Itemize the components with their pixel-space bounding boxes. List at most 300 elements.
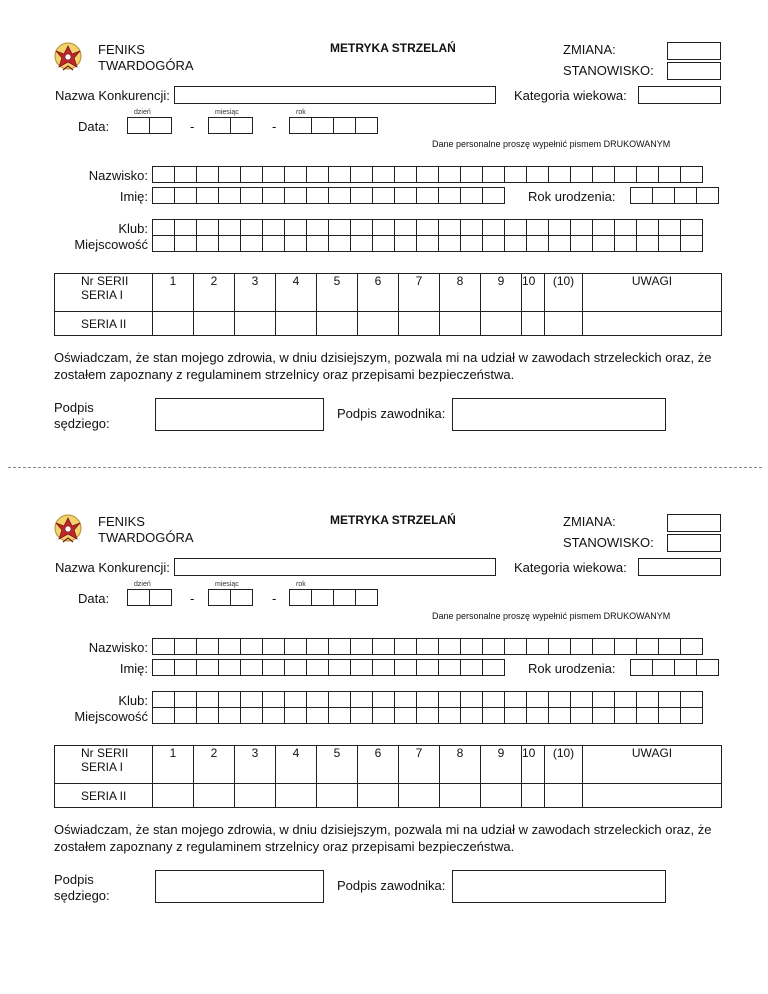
letter-cell[interactable] xyxy=(196,235,219,252)
station-field[interactable] xyxy=(667,62,721,80)
letter-cell[interactable] xyxy=(482,219,505,236)
letter-cell[interactable] xyxy=(240,187,263,204)
letter-cell[interactable] xyxy=(526,166,549,183)
remarks-header: UWAGI xyxy=(583,274,722,312)
surname-cells[interactable] xyxy=(152,638,703,655)
letter-cell[interactable] xyxy=(284,638,307,655)
letter-cell[interactable] xyxy=(328,166,351,183)
letter-cell[interactable] xyxy=(152,691,175,708)
letter-cell[interactable] xyxy=(504,166,527,183)
station-label: STANOWISKO: xyxy=(563,535,654,550)
letter-cell[interactable] xyxy=(174,187,197,204)
surname-label: Nazwisko: xyxy=(88,640,148,655)
letter-cell[interactable] xyxy=(460,219,483,236)
score-cell[interactable] xyxy=(481,312,522,336)
letter-cell[interactable] xyxy=(350,691,373,708)
letter-cell[interactable] xyxy=(174,166,197,183)
letter-cell[interactable] xyxy=(460,638,483,655)
score-cell[interactable] xyxy=(235,312,276,336)
age-category-field[interactable] xyxy=(638,86,721,104)
letter-cell[interactable] xyxy=(696,187,719,204)
letter-cell[interactable] xyxy=(416,691,439,708)
letter-cell[interactable] xyxy=(196,707,219,724)
letter-cell[interactable] xyxy=(152,638,175,655)
letter-cell[interactable] xyxy=(592,638,615,655)
city-cells[interactable] xyxy=(152,235,703,252)
letter-cell[interactable] xyxy=(592,707,615,724)
judge-signature-label: sędziego: xyxy=(54,888,110,903)
letter-cell[interactable] xyxy=(482,638,505,655)
table-row xyxy=(55,746,722,784)
letter-cell[interactable] xyxy=(482,691,505,708)
letter-cell[interactable] xyxy=(196,638,219,655)
letter-cell[interactable] xyxy=(350,166,373,183)
city-label: Miejscowość xyxy=(74,237,148,252)
shift-field[interactable] xyxy=(667,42,721,60)
letter-cell[interactable] xyxy=(262,187,285,204)
shift-field[interactable] xyxy=(667,514,721,532)
letter-cell[interactable] xyxy=(438,187,461,204)
letter-cell[interactable] xyxy=(328,187,351,204)
score-cell[interactable] xyxy=(522,312,545,336)
letter-cell[interactable] xyxy=(504,707,527,724)
series-header-cell xyxy=(55,746,153,784)
letter-cell[interactable] xyxy=(328,707,351,724)
score-cell[interactable] xyxy=(545,312,583,336)
shot-number-header: 9 xyxy=(481,274,522,312)
letter-cell[interactable] xyxy=(636,235,659,252)
letter-cell[interactable] xyxy=(614,235,637,252)
letter-cell[interactable] xyxy=(306,235,329,252)
print-instruction: Dane personalne proszę wypełnić pismem DRUKOWANYM xyxy=(432,611,671,621)
score-cell[interactable] xyxy=(276,312,317,336)
letter-cell[interactable] xyxy=(416,638,439,655)
letter-cell[interactable] xyxy=(284,707,307,724)
score-cell[interactable] xyxy=(194,784,235,808)
letter-cell[interactable] xyxy=(262,166,285,183)
score-cell[interactable] xyxy=(399,784,440,808)
letter-cell[interactable] xyxy=(630,187,653,204)
letter-cell[interactable] xyxy=(658,235,681,252)
letter-cell[interactable] xyxy=(240,219,263,236)
birth-year-cells[interactable] xyxy=(630,187,719,204)
score-cell[interactable] xyxy=(317,312,358,336)
letter-cell[interactable] xyxy=(570,219,593,236)
shift-label: ZMIANA: xyxy=(563,42,616,57)
letter-cell[interactable] xyxy=(526,691,549,708)
series-2-label: SERIA II xyxy=(55,784,153,808)
letter-cell[interactable] xyxy=(504,691,527,708)
letter-cell[interactable] xyxy=(328,638,351,655)
shot-number-header: 7 xyxy=(399,746,440,784)
score-cell[interactable] xyxy=(481,784,522,808)
station-field[interactable] xyxy=(667,534,721,552)
letter-cell[interactable] xyxy=(636,707,659,724)
date-day-cells[interactable] xyxy=(127,117,172,134)
letter-cell[interactable] xyxy=(152,187,175,204)
letter-cell[interactable] xyxy=(240,235,263,252)
letter-cell[interactable] xyxy=(372,219,395,236)
letter-cell[interactable] xyxy=(284,659,307,676)
letter-cell[interactable] xyxy=(438,707,461,724)
letter-cell[interactable] xyxy=(218,187,241,204)
letter-cell[interactable] xyxy=(592,166,615,183)
letter-cell[interactable] xyxy=(504,235,527,252)
shooter-signature-field[interactable] xyxy=(452,870,666,903)
score-cell[interactable] xyxy=(276,784,317,808)
shot-number-header: 3 xyxy=(235,746,276,784)
letter-cell[interactable] xyxy=(350,235,373,252)
letter-cell[interactable] xyxy=(218,691,241,708)
table-row xyxy=(55,312,722,336)
name-cells[interactable] xyxy=(152,187,505,204)
name-cells[interactable] xyxy=(152,659,505,676)
letter-cell[interactable] xyxy=(394,219,417,236)
letter-cell[interactable] xyxy=(504,638,527,655)
letter-cell[interactable] xyxy=(306,166,329,183)
letter-cell[interactable] xyxy=(284,235,307,252)
letter-cell[interactable] xyxy=(284,691,307,708)
score-cell[interactable] xyxy=(440,784,481,808)
letter-cell[interactable] xyxy=(636,691,659,708)
letter-cell[interactable] xyxy=(152,235,175,252)
city-label: Miejscowość xyxy=(74,709,148,724)
score-cell[interactable] xyxy=(317,784,358,808)
shooter-signature-label: Podpis zawodnika: xyxy=(337,878,446,893)
letter-cell[interactable] xyxy=(394,691,417,708)
letter-cell[interactable] xyxy=(438,691,461,708)
letter-cell[interactable] xyxy=(614,691,637,708)
year-label: rok xyxy=(296,581,306,588)
letter-cell[interactable] xyxy=(680,707,703,724)
letter-cell[interactable] xyxy=(438,166,461,183)
letter-cell[interactable] xyxy=(196,219,219,236)
remarks-cell[interactable] xyxy=(583,784,722,808)
surname-label: Nazwisko: xyxy=(88,168,148,183)
letter-cell[interactable] xyxy=(570,638,593,655)
letter-cell[interactable] xyxy=(284,166,307,183)
club-cells[interactable] xyxy=(152,219,703,236)
letter-cell[interactable] xyxy=(394,659,417,676)
city-cells[interactable] xyxy=(152,707,703,724)
date-month-cells[interactable] xyxy=(208,117,253,134)
letter-cell[interactable] xyxy=(328,235,351,252)
date-dash: - xyxy=(272,591,277,606)
letter-cell[interactable] xyxy=(416,707,439,724)
letter-cell[interactable] xyxy=(350,638,373,655)
judge-signature-label: Podpis xyxy=(54,872,94,887)
letter-cell[interactable] xyxy=(614,707,637,724)
score-cell[interactable] xyxy=(358,312,399,336)
series-number-label: Nr SERII xyxy=(81,746,129,760)
letter-cell[interactable] xyxy=(416,659,439,676)
shot-number-header: 4 xyxy=(276,746,317,784)
letter-cell[interactable] xyxy=(218,707,241,724)
letter-cell[interactable] xyxy=(482,707,505,724)
letter-cell[interactable] xyxy=(438,659,461,676)
letter-cell[interactable] xyxy=(262,707,285,724)
letter-cell[interactable] xyxy=(306,659,329,676)
letter-cell[interactable] xyxy=(658,638,681,655)
letter-cell[interactable] xyxy=(592,691,615,708)
org-city: TWARDOGÓRA xyxy=(98,58,194,73)
letter-cell[interactable] xyxy=(218,638,241,655)
letter-cell[interactable] xyxy=(636,219,659,236)
letter-cell[interactable] xyxy=(174,219,197,236)
letter-cell[interactable] xyxy=(284,219,307,236)
letter-cell[interactable] xyxy=(460,691,483,708)
competition-field[interactable] xyxy=(174,86,496,104)
letter-cell[interactable] xyxy=(174,235,197,252)
letter-cell[interactable] xyxy=(570,707,593,724)
month-label: miesiąc xyxy=(215,581,239,588)
letter-cell[interactable] xyxy=(174,691,197,708)
letter-cell[interactable] xyxy=(350,219,373,236)
letter-cell[interactable] xyxy=(218,219,241,236)
score-cell[interactable] xyxy=(194,312,235,336)
letter-cell[interactable] xyxy=(240,638,263,655)
letter-cell[interactable] xyxy=(394,166,417,183)
date-year-cells[interactable] xyxy=(289,117,378,134)
letter-cell[interactable] xyxy=(614,166,637,183)
letter-cell[interactable] xyxy=(674,187,697,204)
letter-cell[interactable] xyxy=(372,166,395,183)
phoenix-emblem-icon xyxy=(53,513,83,545)
letter-cell[interactable] xyxy=(196,691,219,708)
letter-cell[interactable] xyxy=(372,707,395,724)
letter-cell[interactable] xyxy=(614,219,637,236)
letter-cell[interactable] xyxy=(438,219,461,236)
score-cell[interactable] xyxy=(153,312,194,336)
year-label: rok xyxy=(296,109,306,116)
letter-cell[interactable] xyxy=(548,166,571,183)
letter-cell[interactable] xyxy=(570,166,593,183)
org-name: FENIKS xyxy=(98,514,145,529)
letter-cell[interactable] xyxy=(306,691,329,708)
score-cell[interactable] xyxy=(522,784,545,808)
letter-cell[interactable] xyxy=(240,707,263,724)
shot-number-header: (10) xyxy=(545,746,583,784)
date-month-cells[interactable] xyxy=(208,589,253,606)
judge-signature-field[interactable] xyxy=(155,398,324,431)
letter-cell[interactable] xyxy=(614,638,637,655)
score-cell[interactable] xyxy=(545,784,583,808)
letter-cell[interactable] xyxy=(674,659,697,676)
letter-cell[interactable] xyxy=(416,219,439,236)
letter-cell[interactable] xyxy=(350,707,373,724)
birth-year-cells[interactable] xyxy=(630,659,719,676)
age-category-field[interactable] xyxy=(638,558,721,576)
letter-cell[interactable] xyxy=(196,187,219,204)
letter-cell[interactable] xyxy=(152,659,175,676)
page-title: METRYKA STRZELAŃ xyxy=(330,41,456,55)
score-cell[interactable] xyxy=(153,784,194,808)
letter-cell[interactable] xyxy=(328,659,351,676)
letter-cell[interactable] xyxy=(482,166,505,183)
name-label: Imię: xyxy=(119,189,148,204)
letter-cell[interactable] xyxy=(658,166,681,183)
shot-number-header: 6 xyxy=(358,746,399,784)
letter-cell[interactable] xyxy=(460,187,483,204)
letter-cell[interactable] xyxy=(570,235,593,252)
letter-cell[interactable] xyxy=(592,219,615,236)
judge-signature-label: Podpis xyxy=(54,400,94,415)
letter-cell[interactable] xyxy=(652,659,675,676)
score-sheet xyxy=(0,472,768,942)
surname-cells[interactable] xyxy=(152,166,703,183)
shot-number-header: 8 xyxy=(440,746,481,784)
letter-cell[interactable] xyxy=(196,659,219,676)
shot-number-header: 6 xyxy=(358,274,399,312)
letter-cell[interactable] xyxy=(284,187,307,204)
date-label: Data: xyxy=(78,591,110,606)
letter-cell[interactable] xyxy=(680,691,703,708)
letter-cell[interactable] xyxy=(262,219,285,236)
letter-cell[interactable] xyxy=(218,235,241,252)
letter-cell[interactable] xyxy=(306,187,329,204)
letter-cell[interactable] xyxy=(680,219,703,236)
letter-cell[interactable] xyxy=(482,187,505,204)
shooter-signature-label: Podpis zawodnika: xyxy=(337,406,446,421)
letter-cell[interactable] xyxy=(460,659,483,676)
letter-cell[interactable] xyxy=(416,187,439,204)
remarks-cell[interactable] xyxy=(583,312,722,336)
letter-cell[interactable] xyxy=(394,187,417,204)
letter-cell[interactable] xyxy=(350,659,373,676)
letter-cell[interactable] xyxy=(438,235,461,252)
letter-cell[interactable] xyxy=(262,235,285,252)
competition-label: Nazwa Konkurencji: xyxy=(55,560,170,575)
letter-cell[interactable] xyxy=(416,166,439,183)
letter-cell[interactable] xyxy=(306,219,329,236)
letter-cell[interactable] xyxy=(394,235,417,252)
letter-cell[interactable] xyxy=(548,707,571,724)
letter-cell[interactable] xyxy=(372,691,395,708)
letter-cell[interactable] xyxy=(482,659,505,676)
table-row xyxy=(55,274,722,312)
letter-cell[interactable] xyxy=(174,707,197,724)
letter-cell[interactable] xyxy=(152,166,175,183)
letter-cell[interactable] xyxy=(460,166,483,183)
shot-number-header: 1 xyxy=(153,274,194,312)
letter-cell[interactable] xyxy=(262,691,285,708)
score-cell[interactable] xyxy=(358,784,399,808)
letter-cell[interactable] xyxy=(262,638,285,655)
letter-cell[interactable] xyxy=(548,691,571,708)
date-dash: - xyxy=(190,119,195,134)
letter-cell[interactable] xyxy=(548,219,571,236)
letter-cell[interactable] xyxy=(636,166,659,183)
letter-cell[interactable] xyxy=(174,638,197,655)
score-sheet xyxy=(0,0,768,470)
letter-cell[interactable] xyxy=(174,659,197,676)
letter-cell[interactable] xyxy=(680,638,703,655)
letter-cell[interactable] xyxy=(658,691,681,708)
letter-cell[interactable] xyxy=(636,638,659,655)
letter-cell[interactable] xyxy=(658,219,681,236)
name-label: Imię: xyxy=(119,661,148,676)
letter-cell[interactable] xyxy=(652,187,675,204)
letter-cell[interactable] xyxy=(394,638,417,655)
club-cells[interactable] xyxy=(152,691,703,708)
letter-cell[interactable] xyxy=(152,707,175,724)
letter-cell[interactable] xyxy=(372,187,395,204)
letter-cell[interactable] xyxy=(526,638,549,655)
shot-number-header: 4 xyxy=(276,274,317,312)
letter-cell[interactable] xyxy=(328,691,351,708)
shot-number-header: 7 xyxy=(399,274,440,312)
letter-cell[interactable] xyxy=(592,235,615,252)
letter-cell[interactable] xyxy=(526,707,549,724)
shot-number-header: 5 xyxy=(317,274,358,312)
scores-table xyxy=(54,745,722,808)
letter-cell[interactable] xyxy=(438,638,461,655)
shot-number-header: (10) xyxy=(545,274,583,312)
letter-cell[interactable] xyxy=(658,707,681,724)
letter-cell[interactable] xyxy=(372,659,395,676)
month-label: miesiąc xyxy=(215,109,239,116)
day-label: dzień xyxy=(134,581,151,588)
shot-number-header: 10 xyxy=(522,274,545,312)
letter-cell[interactable] xyxy=(328,219,351,236)
letter-cell[interactable] xyxy=(696,659,719,676)
letter-cell[interactable] xyxy=(218,659,241,676)
shooter-signature-field[interactable] xyxy=(452,398,666,431)
competition-label: Nazwa Konkurencji: xyxy=(55,88,170,103)
org-name: FENIKS xyxy=(98,42,145,57)
letter-cell[interactable] xyxy=(570,691,593,708)
letter-cell[interactable] xyxy=(240,691,263,708)
letter-cell[interactable] xyxy=(482,235,505,252)
letter-cell[interactable] xyxy=(306,638,329,655)
letter-cell[interactable] xyxy=(394,707,417,724)
letter-cell[interactable] xyxy=(526,235,549,252)
letter-cell[interactable] xyxy=(504,219,527,236)
letter-cell[interactable] xyxy=(680,166,703,183)
date-day-cells[interactable] xyxy=(127,589,172,606)
letter-cell[interactable] xyxy=(218,166,241,183)
letter-cell[interactable] xyxy=(240,166,263,183)
date-year-cells[interactable] xyxy=(289,589,378,606)
shot-number-header: 9 xyxy=(481,746,522,784)
letter-cell[interactable] xyxy=(680,235,703,252)
declaration-line: Oświadczam, że stan mojego zdrowia, w dniu dzisiejszym, pozwala mi na udział w zawodach strzeleckich oraz, że xyxy=(54,822,712,837)
letter-cell[interactable] xyxy=(196,166,219,183)
letter-cell[interactable] xyxy=(262,659,285,676)
letter-cell[interactable] xyxy=(372,235,395,252)
letter-cell[interactable] xyxy=(630,659,653,676)
score-cell[interactable] xyxy=(440,312,481,336)
date-label: Data: xyxy=(78,119,110,134)
judge-signature-field[interactable] xyxy=(155,870,324,903)
shift-label: ZMIANA: xyxy=(563,514,616,529)
competition-field[interactable] xyxy=(174,558,496,576)
letter-cell[interactable] xyxy=(306,707,329,724)
letter-cell[interactable] xyxy=(240,659,263,676)
letter-cell[interactable] xyxy=(548,638,571,655)
letter-cell[interactable] xyxy=(416,235,439,252)
letter-cell[interactable] xyxy=(526,219,549,236)
letter-cell[interactable] xyxy=(372,638,395,655)
letter-cell[interactable] xyxy=(350,187,373,204)
age-category-label: Kategoria wiekowa: xyxy=(514,88,627,103)
letter-cell[interactable] xyxy=(152,219,175,236)
score-cell[interactable] xyxy=(399,312,440,336)
letter-cell[interactable] xyxy=(548,235,571,252)
letter-cell[interactable] xyxy=(460,235,483,252)
score-cell[interactable] xyxy=(235,784,276,808)
letter-cell[interactable] xyxy=(460,707,483,724)
